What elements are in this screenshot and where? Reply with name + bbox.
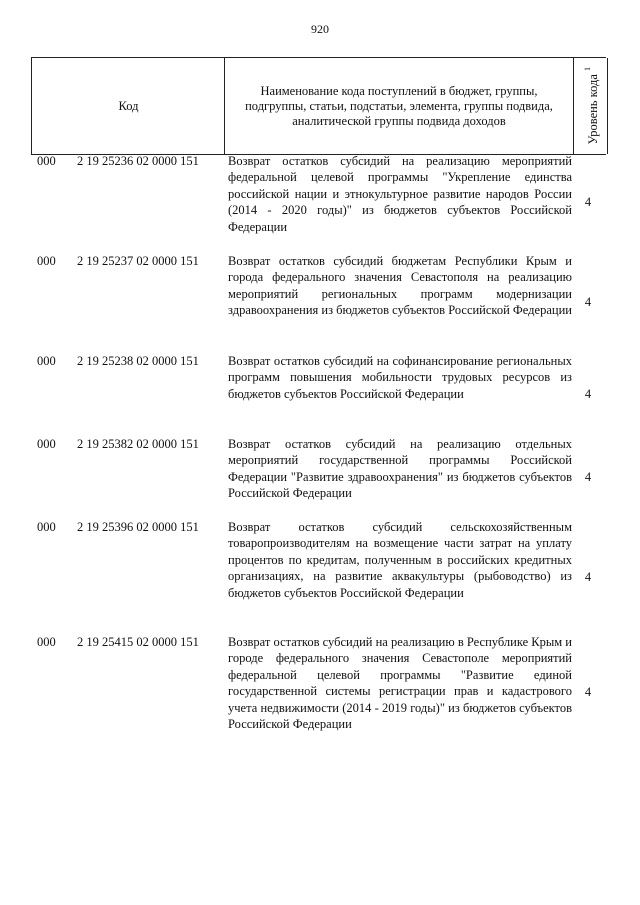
row-admin-code: 000 — [37, 354, 56, 368]
row-code: 2 19 25238 02 0000 151 — [77, 354, 199, 368]
row-name: Возврат остатков субсидий на реализацию в Республике Крым и городе федерального значения Севастополе мероприятий федеральной целевой программы "Развитие единой государственной системы регистрации прав и кадастрового учета недвижимости (2014 - 2019 годы)" из бюджетов субъектов Российской Федерации — [228, 635, 572, 732]
row-admin-code: 000 — [37, 520, 56, 534]
row-level: 4 — [584, 685, 592, 699]
row-code: 2 19 25237 02 0000 151 — [77, 254, 199, 268]
header-level-text: Уровень кода — [586, 74, 601, 145]
header-level-cell — [573, 58, 608, 154]
header-level-label — [580, 67, 601, 145]
header-name-cell — [224, 58, 573, 154]
row-name: Возврат остатков субсидий на реализацию мероприятий федеральной целевой программы "Укрепление единства российской нации и этнокультурное развитие народов России (2014 - 2020 годы)" из бюджетов субъектов Российской Федерации — [228, 154, 572, 234]
header-code-cell — [31, 58, 225, 154]
row-admin-code: 000 — [37, 254, 56, 268]
row-name: Возврат остатков субсидий на реализацию отдельных мероприятий государственной программы Российской Федерации "Развитие здравоохранения" из бюджетов субъектов Российской Федерации — [228, 437, 572, 501]
row-admin-code: 000 — [37, 437, 56, 451]
header-level-footnote: 1 — [582, 67, 592, 72]
header-code-label: Код — [118, 98, 139, 113]
row-name: Возврат остатков субсидий сельскохозяйственным товаропроизводителям на возмещение части затрат на уплату процентов по кредитам, полученным в российских кредитных организациях, на развитие аквакультуры (рыбоводство) из бюджетов субъектов Российской Федерации — [228, 520, 572, 600]
row-admin-code: 000 — [37, 154, 56, 168]
row-level: 4 — [584, 295, 592, 309]
row-name: Возврат остатков субсидий на софинансирование региональных программ повышения мобильности трудовых ресурсов из бюджетов субъектов Российской Федерации — [228, 354, 572, 401]
table-header — [31, 57, 606, 155]
row-level: 4 — [584, 470, 592, 484]
page-number: 920 — [311, 22, 329, 36]
row-level: 4 — [584, 570, 592, 584]
header-name-label: Наименование кода поступлений в бюджет, группы, подгруппы, статьи, подстатьи, элемента, группы подвида, аналитической группы подвида доходов — [245, 83, 553, 128]
row-code: 2 19 25415 02 0000 151 — [77, 635, 199, 649]
row-level: 4 — [584, 387, 592, 401]
row-level: 4 — [584, 195, 592, 209]
row-name: Возврат остатков субсидий бюджетам Республики Крым и города федерального значения Севастополя на реализацию мероприятий региональных программ модернизации здравоохранения из бюджетов субъектов Российской Федерации — [228, 254, 572, 318]
row-code: 2 19 25382 02 0000 151 — [77, 437, 199, 451]
row-code: 2 19 25396 02 0000 151 — [77, 520, 199, 534]
row-admin-code: 000 — [37, 635, 56, 649]
row-code: 2 19 25236 02 0000 151 — [77, 154, 199, 168]
